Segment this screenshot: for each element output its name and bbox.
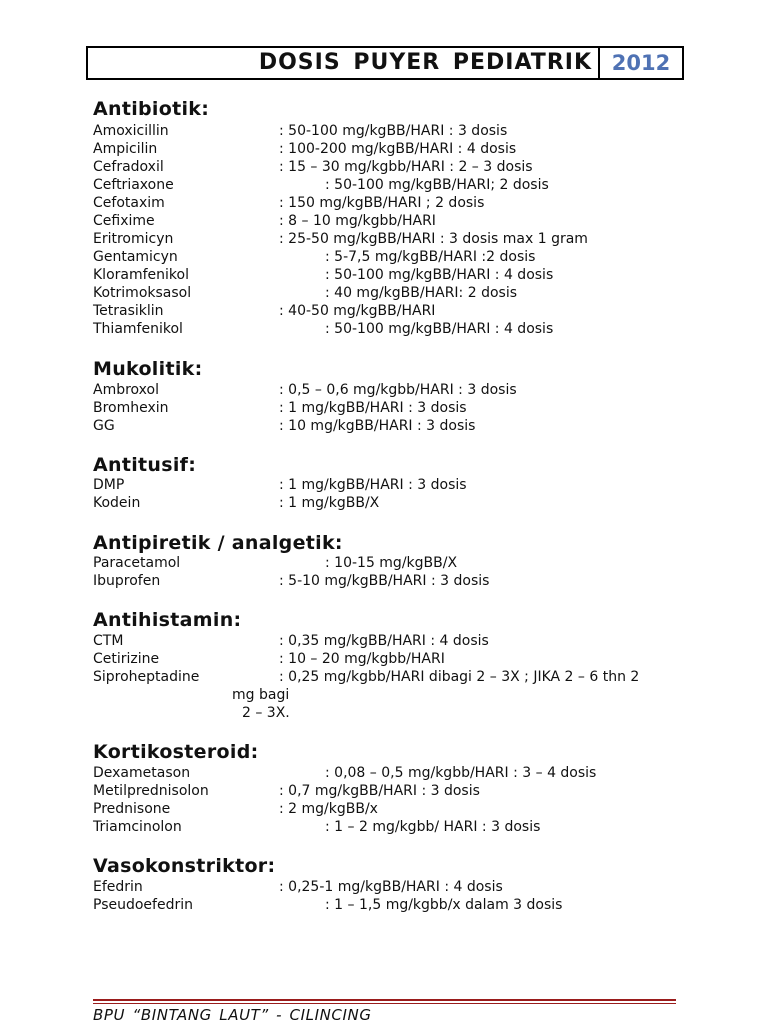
drug-name: Kotrimoksasol [93,285,192,301]
drug-dose: : 10 – 20 mg/kgbb/HARI [279,651,445,667]
drug-row [93,800,693,818]
drug-row [93,668,693,686]
drug-name: Paracetamol [93,555,181,571]
drug-row [93,320,693,338]
drug-name: Gentamicyn [93,249,178,265]
drug-row [93,302,693,320]
drug-row [93,381,693,399]
drug-dose: : 0,25-1 mg/kgBB/HARI : 4 dosis [279,879,503,895]
drug-row [93,494,693,512]
drug-name: Ceftriaxone [93,177,174,193]
section-heading-kortikosteroid: Kortikosteroid: [93,741,259,763]
drug-dose: : 100-200 mg/kgBB/HARI : 4 dosis [279,141,517,157]
drug-name: Ambroxol [93,382,159,398]
drug-dose: : 10 mg/kgBB/HARI : 3 dosis [279,418,476,434]
drug-row [93,399,693,417]
drug-dose: : 150 mg/kgBB/HARI ; 2 dosis [279,195,485,211]
document-year: 2012 [611,51,671,75]
drug-dose: : 0,35 mg/kgBB/HARI : 4 dosis [279,633,489,649]
drug-dose: : 10-15 mg/kgBB/X [325,555,458,571]
drug-dose: : 2 mg/kgBB/x [279,801,378,817]
drug-dose: : 50-100 mg/kgBB/HARI : 3 dosis [279,123,508,139]
drug-name: Kloramfenikol [93,267,189,283]
drug-row [93,572,693,590]
drug-row [93,122,693,140]
drug-name: Ibuprofen [93,573,161,589]
drug-row [93,212,693,230]
document-title: DOSIS PUYER PEDIATRIK [88,48,600,78]
drug-dose: : 1 – 1,5 mg/kgbb/x dalam 3 dosis [325,897,563,913]
drug-name: Thiamfenikol [93,321,183,337]
drug-row [93,248,693,266]
footer-text: BPU “BINTANG LAUT” - CILINCING [93,1006,372,1024]
section-heading-antitusif: Antitusif: [93,454,197,476]
drug-dose: : 0,7 mg/kgBB/HARI : 3 dosis [279,783,480,799]
drug-row [93,878,693,896]
drug-row [93,266,693,284]
drug-name: Bromhexin [93,400,169,416]
drug-name: Ampicilin [93,141,158,157]
drug-dose: : 8 – 10 mg/kgbb/HARI [279,213,436,229]
title-box [86,46,684,80]
drug-dose: : 5-10 mg/kgBB/HARI : 3 dosis [279,573,490,589]
drug-name: Eritromicyn [93,231,174,247]
drug-row [93,764,693,782]
drug-row [93,176,693,194]
drug-name: Kodein [93,495,141,511]
drug-dose: : 25-50 mg/kgBB/HARI : 3 dosis max 1 gram [279,231,588,247]
drug-row [93,782,693,800]
section-heading-antipiretik: Antipiretik / analgetik: [93,532,343,554]
drug-name: Cefixime [93,213,155,229]
drug-row [93,476,693,494]
drug-name: Tetrasiklin [93,303,164,319]
footer-rule-thin [93,1003,676,1004]
drug-row [93,896,693,914]
drug-dose: : 50-100 mg/kgBB/HARI : 4 dosis [325,267,554,283]
drug-dose: : 1 mg/kgBB/HARI : 3 dosis [279,477,467,493]
drug-name: Cetirizine [93,651,160,667]
drug-dose: : 0,25 mg/kgbb/HARI dibagi 2 – 3X ; JIKA 2 – 6 thn 2 [279,669,640,685]
section-heading-antihistamin: Antihistamin: [93,609,242,631]
drug-row [93,140,693,158]
drug-name: DMP [93,477,125,493]
drug-row [93,632,693,650]
drug-row [93,284,693,302]
drug-name: Prednisone [93,801,171,817]
drug-dose: : 40 mg/kgBB/HARI: 2 dosis [325,285,518,301]
dose-continuation: mg bagi [232,687,290,703]
drug-row [93,554,693,572]
drug-dose: : 0,08 – 0,5 mg/kgbb/HARI : 3 – 4 dosis [325,765,597,781]
drug-dose: : 1 mg/kgBB/HARI : 3 dosis [279,400,467,416]
drug-dose: : 1 mg/kgBB/X [279,495,380,511]
drug-name: Metilprednisolon [93,783,209,799]
drug-name: Cefotaxim [93,195,165,211]
dose-continuation: 2 – 3X. [242,705,290,721]
drug-dose: : 50-100 mg/kgBB/HARI : 4 dosis [325,321,554,337]
drug-dose: : 5-7,5 mg/kgBB/HARI :2 dosis [325,249,536,265]
drug-name: Triamcinolon [93,819,182,835]
drug-dose: : 40-50 mg/kgBB/HARI [279,303,436,319]
drug-dose: : 50-100 mg/kgBB/HARI; 2 dosis [325,177,549,193]
drug-dose: : 1 – 2 mg/kgbb/ HARI : 3 dosis [325,819,541,835]
footer-rule [93,999,676,1001]
section-heading-mukolitik: Mukolitik: [93,358,203,380]
drug-row [93,194,693,212]
drug-name: Amoxicillin [93,123,169,139]
drug-name: Siproheptadine [93,669,200,685]
drug-row [93,818,693,836]
drug-dose: : 15 – 30 mg/kgbb/HARI : 2 – 3 dosis [279,159,533,175]
section-heading-antibiotik: Antibiotik: [93,98,210,120]
drug-name: Efedrin [93,879,143,895]
drug-row [93,230,693,248]
drug-row [93,417,693,435]
drug-name: Cefradoxil [93,159,164,175]
drug-row [93,650,693,668]
drug-name: Pseudoefedrin [93,897,193,913]
drug-dose: : 0,5 – 0,6 mg/kgbb/HARI : 3 dosis [279,382,517,398]
drug-name: CTM [93,633,124,649]
section-heading-vasokonstriktor: Vasokonstriktor: [93,855,276,877]
drug-name: GG [93,418,115,434]
drug-name: Dexametason [93,765,191,781]
drug-row [93,158,693,176]
